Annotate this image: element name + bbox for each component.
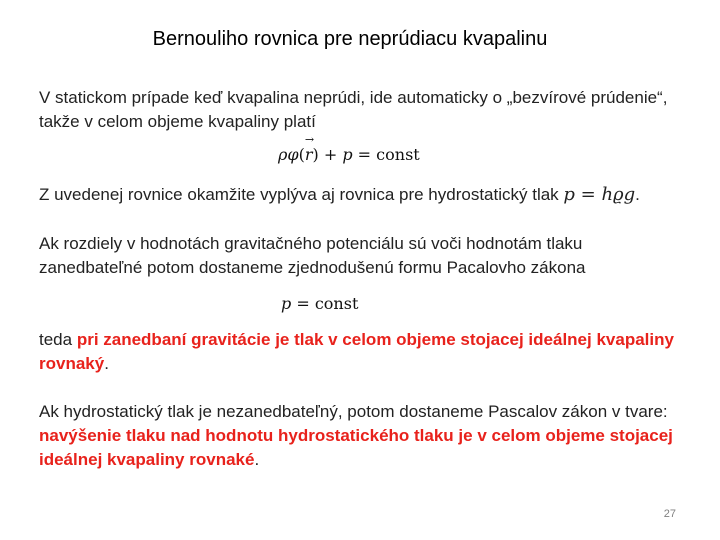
pascal-prefix: Ak hydrostatický tlak je nezanedbateľný, potom dostaneme Pascalov zákon v tvare:	[39, 402, 668, 421]
formula-pascal	[281, 294, 358, 313]
hydrostatic-text: Z uvedenej rovnice okamžite vyplýva aj rovnica pre hydrostatický tlak	[39, 185, 559, 204]
rho-symbol: ρ	[278, 145, 288, 164]
formula-close-paren: )	[312, 145, 319, 164]
conclusion-suffix: .	[104, 354, 109, 373]
formula-plus: +	[318, 145, 343, 164]
slide-title: Bernouliho rovnica pre neprúdiacu kvapalinu	[152, 28, 548, 50]
hydrostatic-formula: p = hϱg	[563, 184, 636, 205]
paragraph-negligible-potential: Ak rozdiely v hodnotách gravitačného potenciálu sú voči hodnotám tlaku zanedbateľné potom dostaneme zjednodušenú formu Pacalovho zákona	[39, 234, 586, 277]
formula-equals: =	[352, 145, 377, 164]
conclusion-prefix: teda	[39, 330, 77, 349]
position-vector: → r	[305, 145, 313, 164]
pressure-symbol-2: p	[281, 294, 292, 313]
paragraph-static-case: V statickom prípade keď kvapalina neprúdi, ide automaticky o „bezvírové prúdenie“, takže v celom objeme kvapaliny platí	[39, 88, 668, 131]
pascal-suffix: .	[254, 450, 260, 469]
page-number: 27	[663, 508, 676, 520]
formula-open-paren: (	[298, 145, 305, 164]
formula-rhs-const: const	[376, 145, 420, 164]
pascal-highlight: navýšenie tlaku nad hodnotu hydrostatického tlaku je v celom objeme stojacej ideálnej kvapaliny rovnaké	[39, 426, 673, 469]
paragraph-hydrostatic	[39, 183, 689, 207]
hydrostatic-period: .	[635, 185, 640, 204]
phi-symbol: φ	[287, 145, 299, 164]
pressure-symbol: p	[342, 145, 353, 164]
paragraph-pascal-law	[39, 400, 689, 472]
formula-rhs-const-2: const	[314, 294, 359, 313]
conclusion-highlight: pri zanedbaní gravitácie je tlak v celom objeme stojacej ideálnej kvapaliny rovnaký	[39, 330, 674, 373]
paragraph-conclusion	[39, 328, 689, 376]
formula-equals-2: =	[291, 294, 315, 313]
formula-bernoulli-static	[278, 145, 420, 164]
